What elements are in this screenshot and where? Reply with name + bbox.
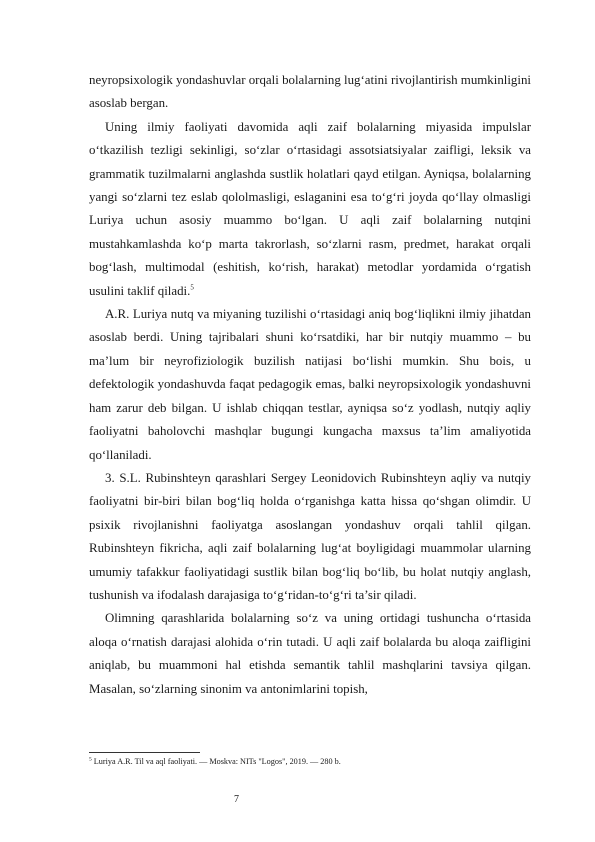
paragraph xyxy=(89,69,531,116)
footnote-separator xyxy=(89,752,200,753)
paragraph-text: 3. S.L. Rubinshteyn qarashlari Sergey Leonidovich Rubinshteyn aqliy va nutqiy faoliyatni bir-biri bilan bog‘liq holda o‘rganishga katta hissa qo‘shgan olimdir. U psixik rivojlanishni faoliyatga asoslangan yondashuv orqali tahlil qilgan. Rubinshteyn fikricha, aqli zaif bolalarning lug‘at boyligidagi muammolar ularning umumiy tafakkur faoliyatidagi sustlik bilan bog‘liq bo‘lib, bu holat nutqiy anglash, tushunish va ifodalash darajasiga to‘g‘ridan-to‘g‘ri ta’sir qiladi. xyxy=(89,470,531,602)
main-text xyxy=(89,69,531,701)
footnote-number: 5 xyxy=(89,756,92,763)
paragraph-text: A.R. Luriya nutq va miyaning tuzilishi o‘rtasidagi aniq bog‘liqlikni ilmiy jihatdan asoslab berdi. Uning tajribalari shuni ko‘rsatdiki, har bir nutqiy muammo – bu ma’lum bir neyrofiziologik buzilish natijasi bo‘lishi mumkin. Shu bois, u defektologik yondashuvda faqat pedagogik emas, balki neyropsixologik yondashuvni ham zarur deb bilgan. U ishlab chiqqan testlar, ayniqsa so‘z yodlash, nutqiy aqliy faoliyatni baholovchi mashqlar bugungi kungacha maxsus ta’lim amaliyotida qo‘llaniladi. xyxy=(89,307,531,462)
footnote-text: Luriya A.R. Til va aql faoliyati. — Moskva: NITs "Logos", 2019. — 280 b. xyxy=(93,757,341,766)
footnote-reference[interactable]: 5 xyxy=(190,283,194,292)
paragraph-text: neyropsixologik yondashuvlar orqali bolalarning lug‘atini rivojlantirish mumkinligini asoslab bergan. xyxy=(89,73,531,111)
paragraph xyxy=(89,607,531,701)
footnote xyxy=(89,756,529,767)
paragraph-text: Olimning qarashlarida bolalarning so‘z va uning ortidagi tushuncha o‘rtasida aloqa o‘rnatish darajasi alohida o‘rin tutadi. U aqli zaif bolalarda bu aloqa zaifligini aniqlab, bu muammoni hal etishda semantik tahlil mashqlarini tavsiya qilgan. Masalan, so‘zlarning sinonim va antonimlarini topish, xyxy=(89,611,531,696)
paragraph-text: Uning ilmiy faoliyati davomida aqli zaif bolalarning miyasida impulslar o‘tkazilish tezligi sekinligi, so‘zlar o‘rtasidagi assotsiatsiyalar zaifligi, leksik va grammatik tuzilmalarni anglashda sustlik holatlari qayd etilgan. Ayniqsa, bolalarning yangi so‘zlarni tez eslab qololmasligi, eslaganini esa to‘g‘ri joyda qo‘llay olmasligi Luriya uchun asosiy muammo bo‘lgan. U aqli zaif bolalarning nutqini mustahkamlashda ko‘p marta takrorlash, so‘zlarni rasm, predmet, harakat orqali bog‘lash, multimodal (eshitish, ko‘rish, harakat) metodlar yordamida o‘rgatish usulini taklif qiladi. xyxy=(89,119,531,298)
paragraph xyxy=(89,467,531,607)
page-number: 7 xyxy=(234,794,239,805)
paragraph xyxy=(89,303,531,467)
paragraph xyxy=(89,116,531,303)
